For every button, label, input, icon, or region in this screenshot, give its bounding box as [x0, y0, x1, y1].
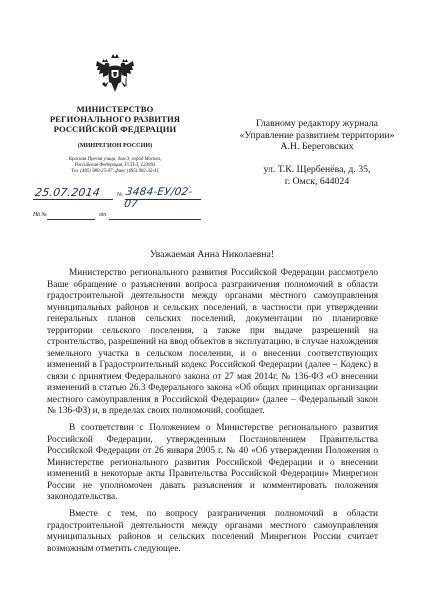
- letter-body: [47, 268, 378, 561]
- date-underline: [33, 199, 113, 200]
- registration-line: [33, 186, 203, 210]
- ministry-short-name: (МИНРЕГИОН РОССИИ): [77, 142, 153, 149]
- double-headed-eagle-emblem: [94, 52, 136, 96]
- letter-paragraph: Вместе с тем, по вопросу разграничения полномочий в области градостроительной деятельности между органами местного самоуправления муниципальных районов и сельских поселений Минрегион России считает возможным отметить следующее.: [47, 509, 378, 554]
- registration-date: 25.07.2014: [34, 186, 101, 199]
- recipient-line: «Управление развитием территории»: [239, 129, 395, 141]
- ministry-line: РОССИЙСКОЙ ФЕДЕРАЦИИ: [53, 124, 177, 135]
- salutation: Уважаемая Анна Николаевна!: [149, 249, 275, 260]
- sender-address-line: Красная Пресня улица, дом 3, город Москва,: [68, 157, 162, 162]
- sender-address-line: Тел. (495) 980-25-47; факс (495) 982-32-41: [71, 169, 159, 175]
- recipient-address-line: г. Омск, 644024: [284, 175, 350, 187]
- number-underline: [125, 199, 201, 200]
- reference-line: [33, 212, 203, 222]
- reference-number-label: На №: [33, 212, 47, 218]
- reference-date-underline: [109, 219, 201, 220]
- ministry-name: [40, 104, 190, 135]
- registration-number-label: №: [117, 192, 123, 198]
- letter-paragraph: Министерство регионального развития Российской Федерации рассмотрело Ваше обращение о разъяснении вопроса разграничения полномочий в области градостроительной деятельности между органами местного самоуправления муниципальных районов и сельских поселений, в частности при утверждении генеральных планов сельских поселений, документации по планировке территории сельского поселения, а также при выдаче разрешений на строительство, разрешений на ввод объектов в эксплуатацию, в случае нахождения земельного участка в сельском поселении, и о внесении соответствующих изменений в Градостроительный кодекс Российской Федерации (далее – Кодекс) в связи с принятием Федерального закона от 27 мая 2014г. № 136-ФЗ «О внесении изменений в статью 26.3 Федерального закона «Об общих принципах организации местного самоуправления в Российской Федерации» (далее – Федеральный закон № 136-ФЗ) и, в пределах своих полномочий, сообщает.: [47, 268, 378, 416]
- sender-address-line: Российская Федерация, ГСП-3, 123993: [74, 163, 156, 169]
- sender-address: [40, 157, 190, 176]
- recipient-address-line: ул. Т.К. Щербенёва, д. 35,: [263, 164, 371, 175]
- ministry-line: РЕГИОНАЛЬНОГО РАЗВИТИЯ: [49, 114, 181, 125]
- reference-number-underline: [47, 219, 95, 220]
- ministry-line: МИНИСТЕРСТВО: [76, 104, 154, 114]
- registration-number: 3484-ЕУ/02-07: [123, 186, 194, 210]
- recipient-address: [222, 164, 412, 187]
- recipient-line: А.Н. Береговских: [280, 141, 354, 152]
- reference-date-label: от: [99, 212, 107, 218]
- recipient-line: Главному редактору журнала: [255, 118, 379, 129]
- letter-paragraph: В соответствии с Положением о Министерстве регионального развития Российской Федерации, утвержденным Постановлением Правительства Российской Федерации от 26 января 2005 г. № 40 «Об утверждении Положения о Министерстве регионального развития Российской Федерации и о внесении изменений в некоторые акты Правительства Российской Федерации» Минрегион России не уполномочен давать разъяснения и комментировать положения законодательства.: [47, 423, 378, 502]
- recipient-block: [222, 118, 412, 153]
